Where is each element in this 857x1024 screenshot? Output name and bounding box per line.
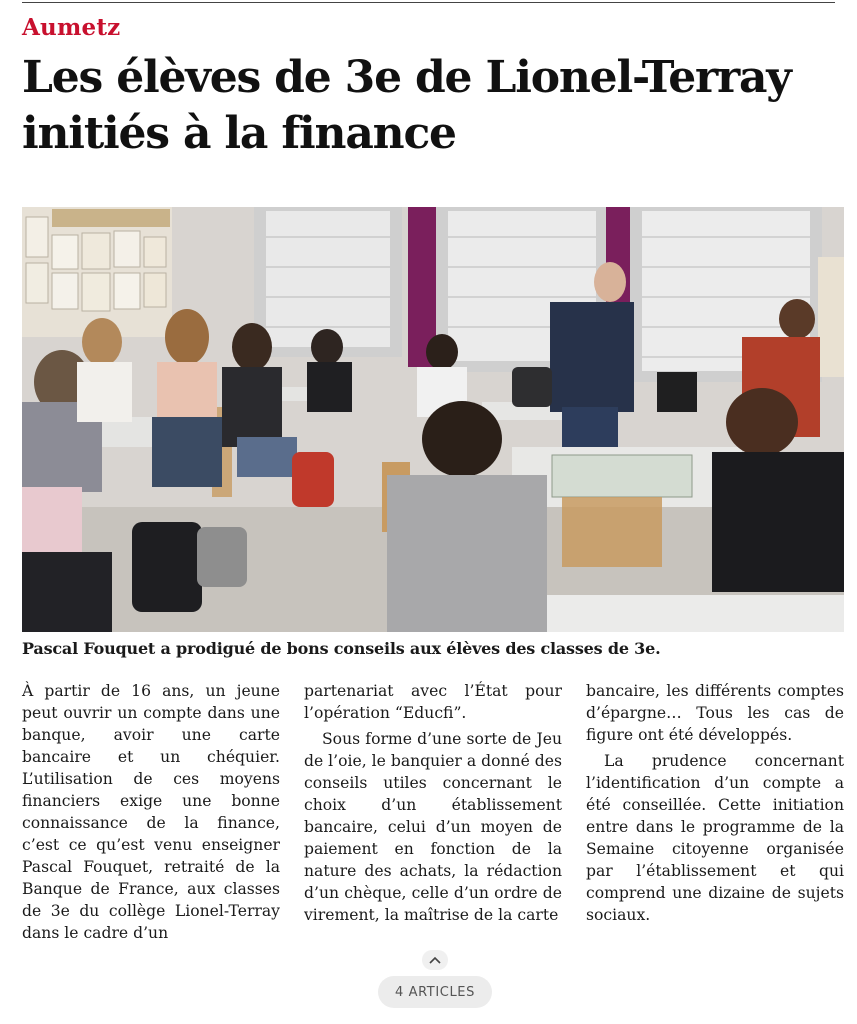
body-column-2 [304, 680, 562, 944]
body-column-3 [586, 680, 844, 944]
paragraph: La prudence concernant l’identification d’un compte a été conseillée. Cette initiation entre dans le programme de la Semaine citoyenne organisée par l’établissement et qui comprend une dizaine de sujets sociaux. [586, 752, 844, 924]
paragraph: Sous forme d’une sorte de Jeu de l’oie, le banquier a donné des conseils utiles concernant le choix d’un établissement bancaire, celui d’un moyen de paiement en fonction de la nature des achats, la rédaction d’un chèque, celle d’un ordre de virement, la maîtrise de la carte [304, 730, 562, 924]
paragraph: partenariat avec l’État pour l’opération “Educfi”. [304, 682, 562, 722]
article-photo [22, 207, 844, 632]
section-kicker: Aumetz [22, 14, 121, 41]
article-body [22, 680, 844, 944]
paragraph: À partir de 16 ans, un jeune peut ouvrir un compte dans une banque, avoir une carte bancaire et un chéquier. L’utilisation de ces moyens financiers exige une bonne connaissance de la finance, c’est ce qu’est venu enseigner Pascal Fouquet, retraité de la Banque de France, aux classes de 3e du collège Lionel-Terray dans le cadre d’un [22, 682, 280, 942]
chevron-up-icon[interactable] [422, 950, 448, 970]
paragraph: bancaire, les différents comptes d’épargne… Tous les cas de figure ont été développés. [586, 682, 844, 744]
article-headline: Les élèves de 3e de Lionel-Terray initiés à la finance [22, 52, 791, 159]
photo-caption: Pascal Fouquet a prodigué de bons conseils aux élèves des classes de 3e. [22, 639, 661, 658]
top-rule [22, 2, 835, 3]
body-column-1 [22, 680, 280, 944]
articles-count-button[interactable]: 4 ARTICLES [378, 976, 492, 1008]
